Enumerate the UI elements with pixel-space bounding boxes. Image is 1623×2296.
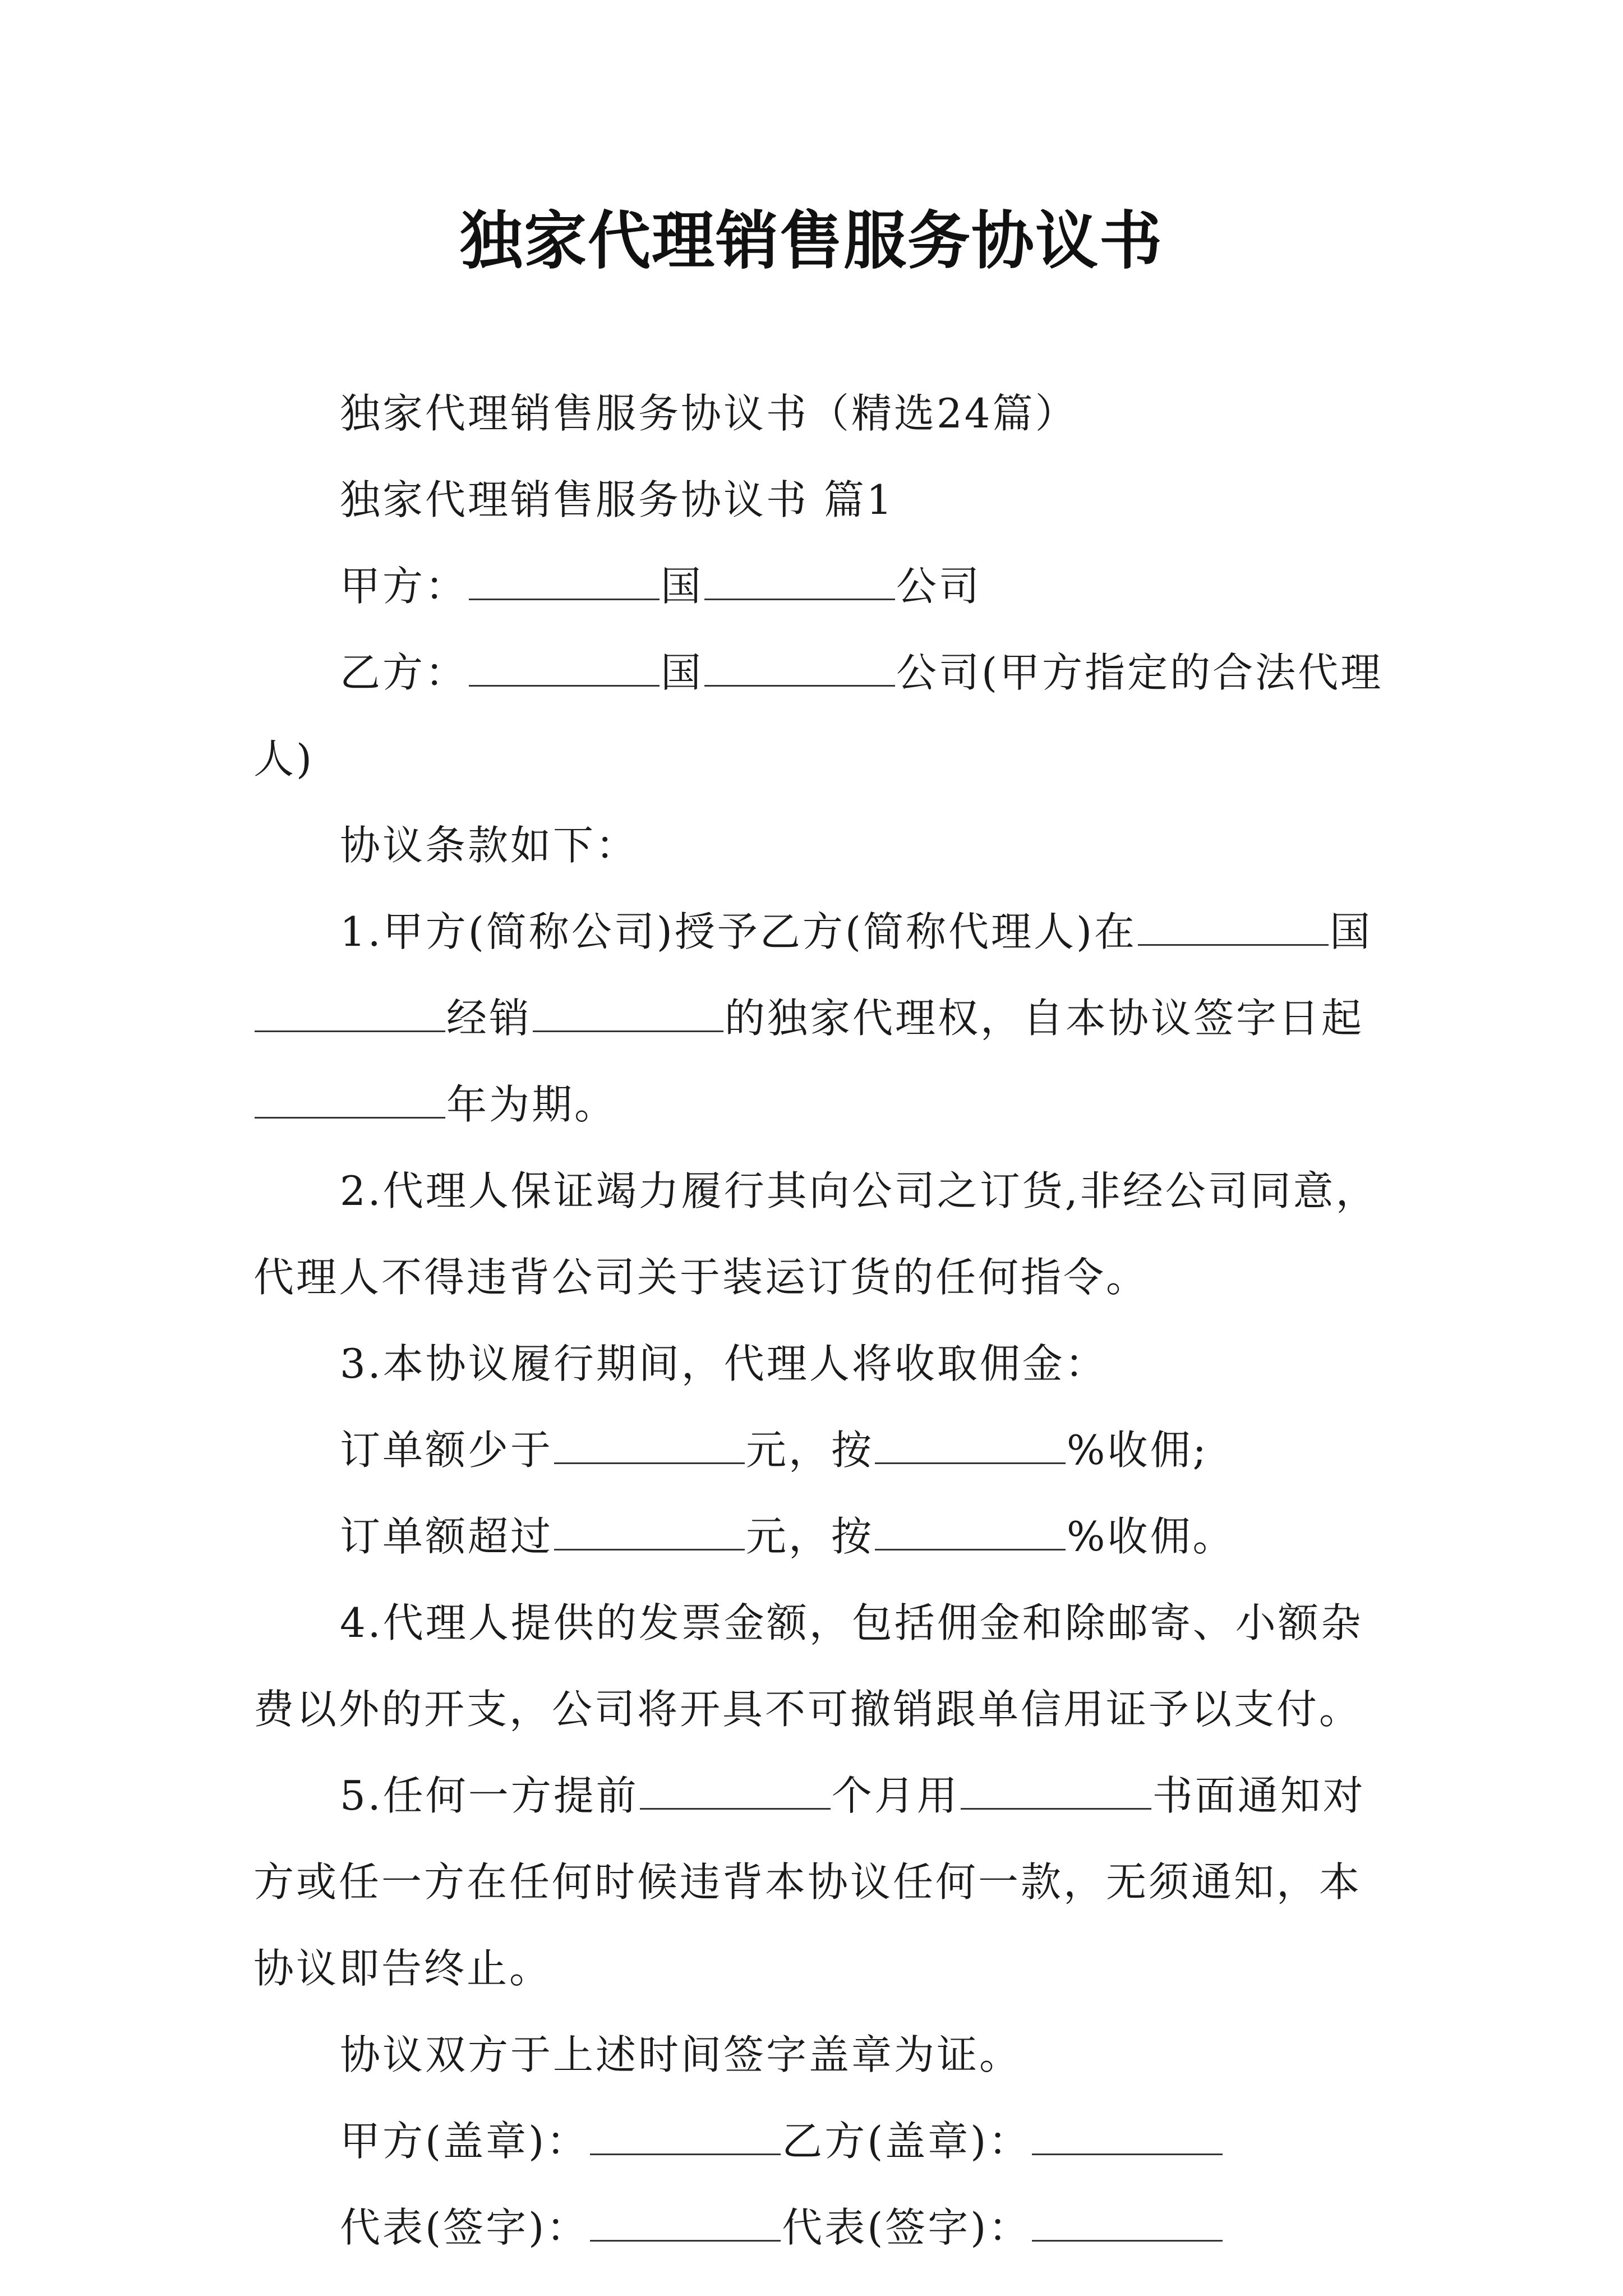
clause-5-text-b: 个月用 (831, 1772, 960, 1819)
blank-line (640, 1775, 831, 1810)
clause-5 (253, 1752, 1386, 2012)
clause-3-line-2-c: %收佣。 (1067, 1513, 1235, 1560)
blank-line (554, 1430, 745, 1464)
closing-statement: 协议双方于上述时间签字盖章为证。 (340, 2031, 1022, 2078)
blank-line (554, 1516, 745, 1550)
blank-line (469, 652, 660, 687)
blank-line (1032, 2207, 1223, 2242)
clause-2: 2.代理人保证竭力履行其向公司之订货,非经公司同意，代理人不得违背公司关于装运订货的任何指令。 (253, 1167, 1378, 1301)
clause-1-text-a: 1.甲方(简称公司)授予乙方(简称代理人)在 (340, 908, 1137, 955)
clause-4: 4.代理人提供的发票金额，包括佣金和除邮寄、小额杂费以外的开支，公司将开具不可撤销跟单信用证予以支付。 (253, 1599, 1363, 1733)
blank-line (469, 566, 660, 600)
clause-3-line-2-b: 元，按 (746, 1513, 874, 1560)
party-a-label: 甲方： (340, 563, 468, 610)
blank-line (875, 1430, 1066, 1464)
document-title: 独家代理销售服务协议书 (460, 204, 1163, 278)
clause-3-line-2 (253, 1493, 1386, 1580)
party-a-seal-label: 甲方(盖章)： (340, 2118, 589, 2165)
section-heading: 独家代理销售服务协议书 篇1 (340, 476, 895, 523)
clause-5-text-c: 书面通知对方或任一方在任何时候违背本协议任何一款，无须通知，本协议即告终止。 (253, 1772, 1366, 1992)
blank-line (704, 652, 895, 687)
party-a-line (253, 543, 1386, 629)
blank-line (590, 2121, 781, 2155)
party-b-rep-label: 代表(签字)： (782, 2204, 1031, 2251)
terms-intro: 协议条款如下： (340, 822, 639, 869)
clause-1-text-e: 年为期。 (446, 1081, 617, 1128)
party-a-country: 国 (661, 563, 704, 610)
blank-line (590, 2207, 781, 2242)
party-b-label: 乙方： (340, 649, 468, 696)
party-b-line (253, 629, 1386, 802)
blank-line (255, 1084, 445, 1119)
blank-line (1138, 912, 1329, 946)
blank-line (255, 998, 445, 1032)
blank-line (1032, 2121, 1223, 2155)
clause-3-intro: 3.本协议履行期间，代理人将收取佣金： (340, 1340, 1108, 1387)
clause-1 (253, 889, 1386, 1148)
clause-3-line-2-a: 订单额超过 (340, 1513, 554, 1560)
blank-line (961, 1775, 1151, 1810)
subtitle: 独家代理销售服务协议书（精选24篇） (340, 390, 1078, 437)
clause-3-line-1-a: 订单额少于 (340, 1427, 554, 1474)
party-a-rep-label: 代表(签字)： (340, 2204, 589, 2251)
document-body (253, 370, 1386, 2271)
clause-3-line-1-c: %收佣; (1067, 1427, 1209, 1474)
clause-1-text-d: 的独家代理权，自本协议签字日起 (725, 995, 1364, 1042)
clause-3-line-1-b: 元，按 (746, 1427, 874, 1474)
blank-line (533, 998, 723, 1032)
clause-1-text-c: 经销 (446, 995, 532, 1042)
clause-1-text-b: 国 (1330, 908, 1373, 955)
clause-3-line-1 (253, 1407, 1386, 1493)
clause-5-text-a: 5.任何一方提前 (340, 1772, 639, 1819)
signature-row-seal (253, 2098, 1386, 2184)
blank-line (704, 566, 895, 600)
party-b-seal-label: 乙方(盖章)： (782, 2118, 1031, 2165)
blank-line (875, 1516, 1066, 1550)
signature-row-sign (253, 2184, 1386, 2271)
party-a-company: 公司 (896, 563, 982, 610)
party-b-company: 公司(甲方指定的合法代理人) (253, 649, 1384, 783)
party-b-country: 国 (661, 649, 704, 696)
